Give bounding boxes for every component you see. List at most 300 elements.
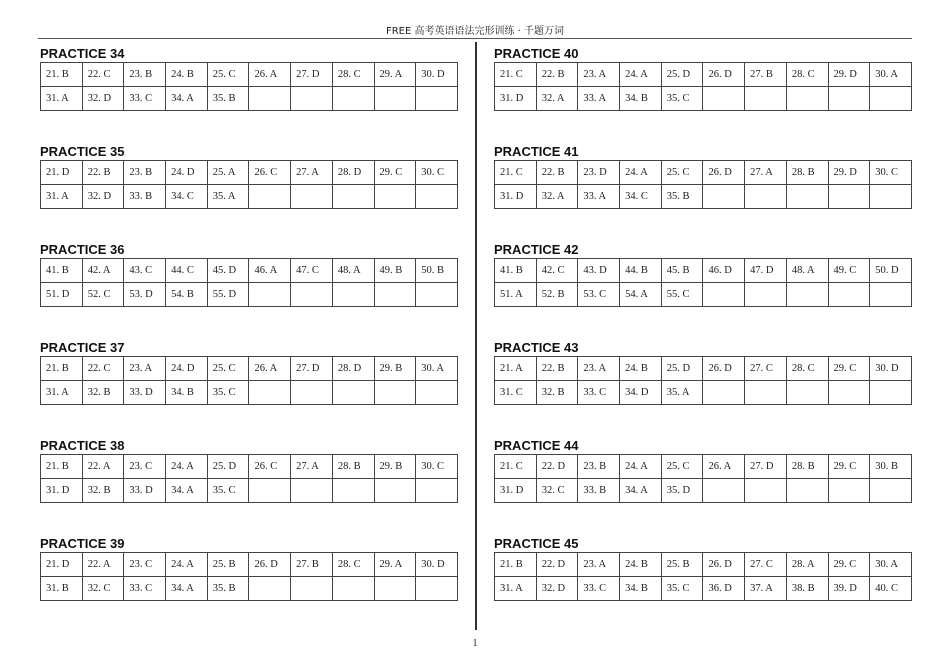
answer-cell: 26. D: [249, 553, 291, 577]
answer-cell: 31. A: [41, 185, 83, 209]
answer-table: [494, 160, 912, 209]
practice-block: [40, 536, 458, 634]
answer-cell: 26. C: [249, 161, 291, 185]
answer-cell: 28. C: [786, 357, 828, 381]
answer-cell: 31. A: [495, 577, 537, 601]
answer-cell: [291, 185, 333, 209]
answer-cell: [332, 87, 374, 111]
answer-cell: 27. D: [291, 63, 333, 87]
answer-cell: 29. B: [374, 357, 416, 381]
answer-row: [495, 381, 912, 405]
answer-cell: 29. B: [374, 455, 416, 479]
answer-cell: [703, 185, 745, 209]
answer-cell: [291, 381, 333, 405]
answer-cell: 35. B: [207, 87, 249, 111]
answer-row: [495, 577, 912, 601]
answer-cell: 29. C: [828, 553, 870, 577]
answer-cell: 22. B: [82, 161, 124, 185]
answer-cell: [416, 185, 458, 209]
answer-row: [495, 455, 912, 479]
answer-cell: 35. B: [661, 185, 703, 209]
answer-cell: 36. D: [703, 577, 745, 601]
answer-cell: 22. D: [536, 455, 578, 479]
practice-title: PRACTICE 36: [40, 242, 125, 257]
answer-cell: 30. A: [416, 357, 458, 381]
answer-cell: 42. A: [82, 259, 124, 283]
practice-title: PRACTICE 42: [494, 242, 579, 257]
answer-row: [41, 381, 458, 405]
answer-cell: [332, 479, 374, 503]
answer-cell: [249, 185, 291, 209]
answer-cell: 32. A: [536, 87, 578, 111]
answer-cell: [703, 87, 745, 111]
answer-table: [40, 356, 458, 405]
answer-cell: [416, 381, 458, 405]
answer-cell: [745, 185, 787, 209]
answer-table: [494, 356, 912, 405]
answer-cell: 26. A: [703, 455, 745, 479]
answer-cell: 25. C: [207, 357, 249, 381]
answer-cell: 39. D: [828, 577, 870, 601]
answer-cell: 24. D: [166, 161, 208, 185]
answer-cell: 47. C: [291, 259, 333, 283]
answer-cell: 21. C: [495, 455, 537, 479]
answer-cell: [870, 185, 912, 209]
answer-cell: 28. A: [786, 553, 828, 577]
answer-cell: [332, 185, 374, 209]
practice-block: [40, 46, 458, 144]
answer-cell: 28. D: [332, 161, 374, 185]
answer-row: [495, 161, 912, 185]
practice-block: [494, 536, 912, 634]
answer-cell: [703, 381, 745, 405]
answer-cell: 25. D: [661, 63, 703, 87]
answer-cell: 48. A: [332, 259, 374, 283]
answer-cell: 25. A: [207, 161, 249, 185]
answer-cell: 28. B: [332, 455, 374, 479]
answer-cell: 33. C: [124, 577, 166, 601]
answer-cell: [745, 381, 787, 405]
answer-table: [494, 258, 912, 307]
practice-title: PRACTICE 44: [494, 438, 579, 453]
answer-row: [41, 161, 458, 185]
answer-cell: [374, 185, 416, 209]
answer-cell: 28. C: [332, 63, 374, 87]
answer-cell: 38. B: [786, 577, 828, 601]
answer-cell: 28. C: [332, 553, 374, 577]
practice-title: PRACTICE 37: [40, 340, 125, 355]
answer-cell: [828, 381, 870, 405]
answer-cell: [291, 87, 333, 111]
answer-cell: 31. A: [41, 381, 83, 405]
answer-cell: [249, 283, 291, 307]
answer-cell: 52. B: [536, 283, 578, 307]
answer-cell: 55. D: [207, 283, 249, 307]
answer-row: [495, 63, 912, 87]
answer-cell: [870, 283, 912, 307]
practice-block: [494, 144, 912, 242]
answer-cell: 35. B: [207, 577, 249, 601]
answer-cell: 21. D: [41, 553, 83, 577]
answer-cell: 22. B: [536, 63, 578, 87]
answer-cell: 25. D: [661, 357, 703, 381]
answer-cell: 22. B: [536, 161, 578, 185]
practice-title: PRACTICE 43: [494, 340, 579, 355]
answer-cell: 27. C: [745, 553, 787, 577]
answer-cell: 32. B: [82, 479, 124, 503]
answer-cell: [291, 283, 333, 307]
answer-cell: [870, 87, 912, 111]
answer-table: [40, 454, 458, 503]
answer-cell: 30. D: [416, 553, 458, 577]
answer-cell: 22. C: [82, 63, 124, 87]
answer-cell: 27. C: [745, 357, 787, 381]
answer-cell: 41. B: [495, 259, 537, 283]
column-divider: [475, 42, 477, 630]
answer-cell: 21. C: [495, 161, 537, 185]
answer-cell: 25. D: [207, 455, 249, 479]
answer-cell: 35. C: [661, 577, 703, 601]
answer-cell: 26. C: [249, 455, 291, 479]
answer-cell: 43. D: [578, 259, 620, 283]
answer-cell: 29. C: [828, 357, 870, 381]
answer-cell: 27. D: [291, 357, 333, 381]
answer-cell: [416, 87, 458, 111]
answer-cell: 26. D: [703, 161, 745, 185]
answer-table: [40, 62, 458, 111]
answer-cell: 27. B: [745, 63, 787, 87]
answer-row: [495, 479, 912, 503]
answer-row: [41, 357, 458, 381]
answer-cell: 41. B: [41, 259, 83, 283]
answer-cell: 25. B: [207, 553, 249, 577]
answer-cell: 48. A: [786, 259, 828, 283]
answer-cell: 30. C: [416, 455, 458, 479]
header-rule: [38, 38, 912, 39]
answer-cell: 21. B: [41, 455, 83, 479]
answer-cell: [828, 283, 870, 307]
practice-title: PRACTICE 41: [494, 144, 579, 159]
answer-cell: 23. A: [578, 357, 620, 381]
answer-cell: 42. C: [536, 259, 578, 283]
answer-cell: [291, 479, 333, 503]
answer-cell: 31. D: [41, 479, 83, 503]
answer-cell: 23. C: [124, 553, 166, 577]
answer-row: [41, 63, 458, 87]
answer-cell: 30. C: [416, 161, 458, 185]
answer-cell: 27. D: [745, 455, 787, 479]
practice-block: [494, 340, 912, 438]
answer-cell: 34. B: [620, 577, 662, 601]
answer-cell: [249, 479, 291, 503]
answer-cell: 29. C: [374, 161, 416, 185]
answer-cell: 49. C: [828, 259, 870, 283]
answer-cell: 29. A: [374, 553, 416, 577]
answer-cell: [332, 381, 374, 405]
answer-cell: 32. C: [82, 577, 124, 601]
answer-cell: 23. B: [124, 63, 166, 87]
answer-cell: [249, 577, 291, 601]
answer-cell: [374, 87, 416, 111]
answer-cell: 30. B: [870, 455, 912, 479]
answer-cell: [786, 283, 828, 307]
answer-cell: 27. B: [291, 553, 333, 577]
answer-cell: 44. B: [620, 259, 662, 283]
answer-cell: 33. A: [578, 185, 620, 209]
answer-cell: 24. A: [620, 455, 662, 479]
answer-cell: 46. D: [703, 259, 745, 283]
answer-cell: [332, 283, 374, 307]
practice-title: PRACTICE 38: [40, 438, 125, 453]
answer-cell: 40. C: [870, 577, 912, 601]
answer-cell: [786, 381, 828, 405]
answer-cell: 21. D: [41, 161, 83, 185]
answer-cell: 29. D: [828, 63, 870, 87]
answer-cell: [703, 479, 745, 503]
answer-cell: 28. C: [786, 63, 828, 87]
answer-cell: 26. D: [703, 553, 745, 577]
answer-cell: [828, 87, 870, 111]
answer-cell: 21. C: [495, 63, 537, 87]
answer-cell: 24. A: [620, 63, 662, 87]
practice-title: PRACTICE 40: [494, 46, 579, 61]
practice-block: [40, 242, 458, 340]
answer-cell: 32. A: [536, 185, 578, 209]
answer-cell: 33. C: [578, 381, 620, 405]
answer-cell: 23. B: [124, 161, 166, 185]
answer-cell: [416, 479, 458, 503]
answer-cell: 22. C: [82, 357, 124, 381]
answer-cell: 26. A: [249, 63, 291, 87]
answer-row: [41, 479, 458, 503]
answer-cell: 33. C: [578, 577, 620, 601]
answer-cell: 33. D: [124, 479, 166, 503]
answer-cell: 34. C: [166, 185, 208, 209]
answer-cell: 55. C: [661, 283, 703, 307]
answer-table: [40, 258, 458, 307]
answer-cell: 32. C: [536, 479, 578, 503]
answer-cell: 49. B: [374, 259, 416, 283]
answer-cell: 23. C: [124, 455, 166, 479]
answer-table: [40, 160, 458, 209]
answer-cell: 21. B: [495, 553, 537, 577]
answer-table: [40, 552, 458, 601]
answer-cell: [249, 87, 291, 111]
answer-cell: 34. A: [166, 479, 208, 503]
answer-cell: 28. B: [786, 455, 828, 479]
answer-cell: 37. A: [745, 577, 787, 601]
practice-block: [494, 46, 912, 144]
answer-cell: 25. B: [661, 553, 703, 577]
answer-row: [41, 577, 458, 601]
answer-row: [495, 87, 912, 111]
answer-cell: 30. D: [870, 357, 912, 381]
answer-cell: 23. B: [578, 455, 620, 479]
answer-cell: 22. B: [536, 357, 578, 381]
answer-cell: 32. D: [82, 87, 124, 111]
answer-cell: 24. B: [620, 553, 662, 577]
answer-row: [495, 553, 912, 577]
answer-cell: [249, 381, 291, 405]
answer-row: [41, 553, 458, 577]
answer-cell: 29. C: [828, 455, 870, 479]
answer-cell: 34. A: [166, 577, 208, 601]
practice-block: [494, 438, 912, 536]
answer-cell: 31. D: [495, 185, 537, 209]
answer-cell: 35. C: [207, 479, 249, 503]
answer-cell: 52. C: [82, 283, 124, 307]
answer-cell: 33. A: [578, 87, 620, 111]
answer-cell: [786, 87, 828, 111]
answer-cell: [416, 283, 458, 307]
answer-cell: 24. A: [620, 161, 662, 185]
answer-cell: [745, 283, 787, 307]
answer-cell: 25. C: [207, 63, 249, 87]
answer-cell: 22. D: [536, 553, 578, 577]
answer-cell: [786, 479, 828, 503]
practice-block: [40, 340, 458, 438]
answer-cell: 22. A: [82, 553, 124, 577]
answer-cell: 30. A: [870, 553, 912, 577]
answer-cell: [870, 479, 912, 503]
answer-cell: 31. D: [495, 87, 537, 111]
answer-table: [494, 454, 912, 503]
answer-cell: 53. C: [578, 283, 620, 307]
answer-cell: 31. B: [41, 577, 83, 601]
answer-cell: [745, 479, 787, 503]
answer-cell: 33. B: [578, 479, 620, 503]
answer-cell: 24. A: [166, 455, 208, 479]
answer-row: [41, 259, 458, 283]
answer-cell: 34. C: [620, 185, 662, 209]
answer-row: [41, 455, 458, 479]
answer-cell: 54. A: [620, 283, 662, 307]
answer-cell: 30. A: [870, 63, 912, 87]
answer-cell: 21. A: [495, 357, 537, 381]
answer-row: [495, 185, 912, 209]
practice-title: PRACTICE 39: [40, 536, 125, 551]
page-header: FREE 高考英语语法完形训练 · 千题万词: [385, 26, 565, 37]
answer-cell: 24. B: [620, 357, 662, 381]
answer-cell: 22. A: [82, 455, 124, 479]
answer-cell: 26. D: [703, 357, 745, 381]
answer-table: [494, 62, 912, 111]
answer-cell: 24. A: [166, 553, 208, 577]
answer-cell: 32. B: [536, 381, 578, 405]
answer-cell: 47. D: [745, 259, 787, 283]
answer-cell: 34. A: [166, 87, 208, 111]
answer-cell: 35. A: [661, 381, 703, 405]
answer-table: [494, 552, 912, 601]
answer-cell: 23. A: [578, 553, 620, 577]
answer-cell: 29. D: [828, 161, 870, 185]
answer-cell: 51. A: [495, 283, 537, 307]
right-column: [494, 46, 912, 634]
practice-block: [40, 144, 458, 242]
answer-cell: [828, 185, 870, 209]
answer-cell: 30. D: [416, 63, 458, 87]
answer-cell: [745, 87, 787, 111]
answer-cell: 23. A: [124, 357, 166, 381]
answer-cell: [786, 185, 828, 209]
practice-title: PRACTICE 34: [40, 46, 125, 61]
left-column: [40, 46, 458, 634]
answer-row: [495, 357, 912, 381]
practice-title: PRACTICE 45: [494, 536, 579, 551]
practice-title: PRACTICE 35: [40, 144, 125, 159]
answer-row: [41, 185, 458, 209]
answer-cell: [703, 283, 745, 307]
answer-cell: 45. D: [207, 259, 249, 283]
answer-cell: 50. B: [416, 259, 458, 283]
answer-cell: 24. B: [166, 63, 208, 87]
answer-cell: 30. C: [870, 161, 912, 185]
answer-cell: 35. D: [661, 479, 703, 503]
answer-cell: 27. A: [745, 161, 787, 185]
answer-cell: [828, 479, 870, 503]
practice-block: [494, 242, 912, 340]
answer-cell: [374, 283, 416, 307]
answer-cell: 21. B: [41, 357, 83, 381]
answer-cell: [374, 381, 416, 405]
answer-cell: 28. B: [786, 161, 828, 185]
answer-row: [495, 259, 912, 283]
answer-cell: 26. A: [249, 357, 291, 381]
answer-cell: [374, 479, 416, 503]
answer-cell: 44. C: [166, 259, 208, 283]
answer-cell: 34. B: [166, 381, 208, 405]
answer-cell: 25. C: [661, 455, 703, 479]
answer-row: [41, 283, 458, 307]
answer-cell: 28. D: [332, 357, 374, 381]
answer-cell: 50. D: [870, 259, 912, 283]
answer-cell: 54. B: [166, 283, 208, 307]
answer-cell: 27. A: [291, 161, 333, 185]
answer-cell: 27. A: [291, 455, 333, 479]
answer-cell: 35. C: [661, 87, 703, 111]
answer-cell: 32. B: [82, 381, 124, 405]
answer-cell: 33. C: [124, 87, 166, 111]
answer-cell: 43. C: [124, 259, 166, 283]
answer-cell: 51. D: [41, 283, 83, 307]
answer-cell: [416, 577, 458, 601]
answer-cell: 25. C: [661, 161, 703, 185]
answer-cell: [332, 577, 374, 601]
answer-cell: 32. D: [536, 577, 578, 601]
answer-row: [41, 87, 458, 111]
answer-cell: 21. B: [41, 63, 83, 87]
answer-cell: 23. A: [578, 63, 620, 87]
answer-cell: 45. B: [661, 259, 703, 283]
answer-cell: 32. D: [82, 185, 124, 209]
answer-cell: [291, 577, 333, 601]
answer-cell: 35. A: [207, 185, 249, 209]
answer-cell: 33. B: [124, 185, 166, 209]
answer-cell: 35. C: [207, 381, 249, 405]
answer-cell: [374, 577, 416, 601]
answer-cell: 31. C: [495, 381, 537, 405]
answer-cell: 33. D: [124, 381, 166, 405]
answer-cell: 31. D: [495, 479, 537, 503]
answer-cell: 23. D: [578, 161, 620, 185]
answer-cell: 31. A: [41, 87, 83, 111]
answer-cell: 34. B: [620, 87, 662, 111]
answer-cell: 29. A: [374, 63, 416, 87]
answer-cell: 26. D: [703, 63, 745, 87]
practice-block: [40, 438, 458, 536]
answer-row: [495, 283, 912, 307]
answer-cell: 46. A: [249, 259, 291, 283]
